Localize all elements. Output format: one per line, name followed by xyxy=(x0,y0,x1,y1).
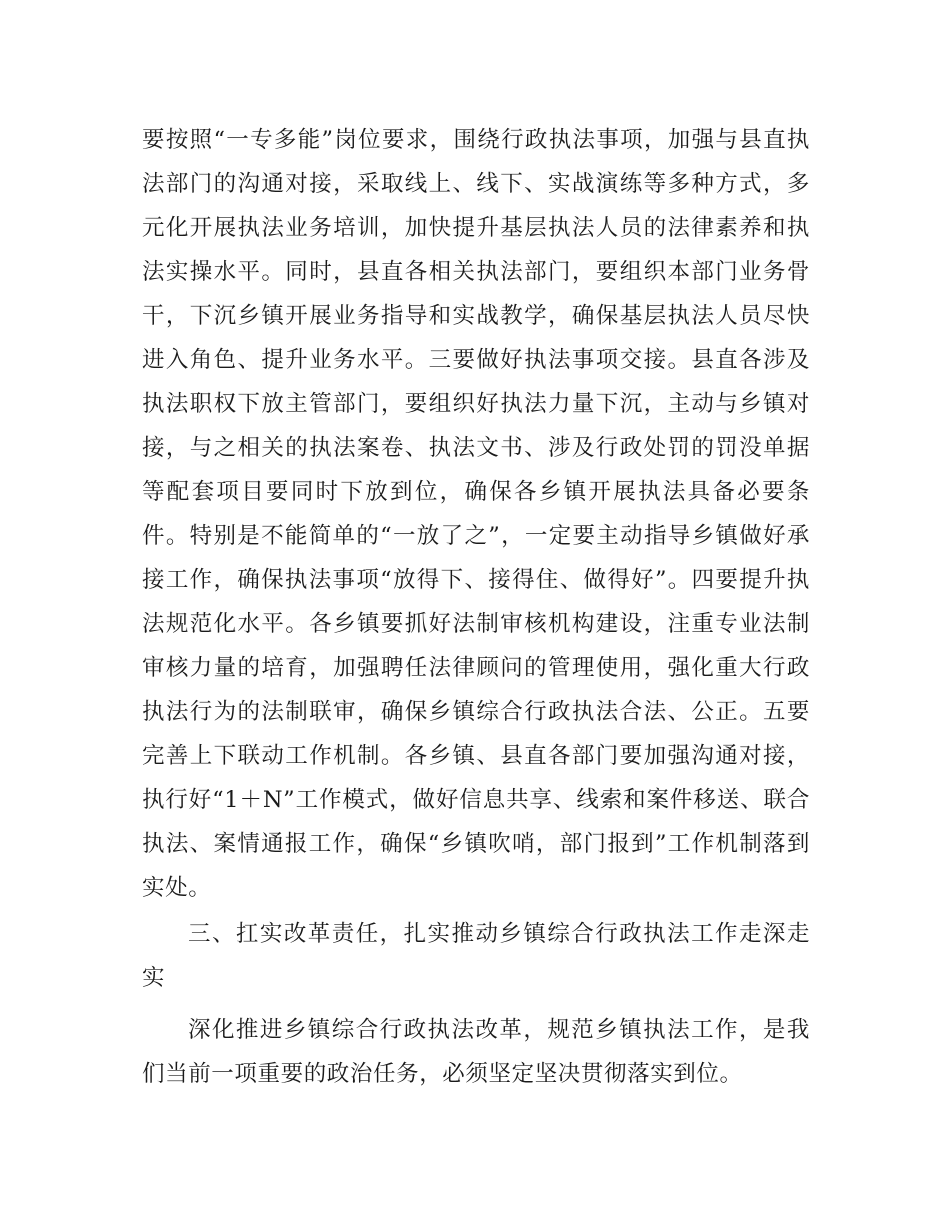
body-paragraph-continued: 要按照“一专多能”岗位要求，围绕行政执法事项，加强与县直执法部门的沟通对接，采取线上、线下、实战演练等多种方式，多元化开展执法业务培训，加快提升基层执法人员的法律素养和执法实操水平。同时，县直各相关执法部门，要组织本部门业务骨干，下沉乡镇开展业务指导和实战教学，确保基层执法人员尽快进入角色、提升业务水平。三要做好执法事项交接。县直各涉及执法职权下放主管部门，要组织好执法力量下沉，主动与乡镇对接，与之相关的执法案卷、执法文书、涉及行政处罚的罚没单据等配套项目要同时下放到位，确保各乡镇开展执法具备必要条件。特别是不能简单的“一放了之”，一定要主动指导乡镇做好承接工作，确保执法事项“放得下、接得住、做得好”。四要提升执法规范化水平。各乡镇要抓好法制审核机构建设，注重专业法制审核力量的培育，加强聘任法律顾问的管理使用，强化重大行政执法行为的法制联审，确保乡镇综合行政执法合法、公正。五要完善上下联动工作机制。各乡镇、县直各部门要加强沟通对接，执行好“1＋N”工作模式，做好信息共享、线索和案件移送、联合执法、案情通报工作，确保“乡镇吹哨，部门报到”工作机制落到实处。 xyxy=(142,127,810,901)
document-body xyxy=(142,118,810,1096)
section-heading: 三、扛实改革责任，扎实推动乡镇综合行政执法工作走深走实 xyxy=(142,921,810,991)
body-paragraph: 深化推进乡镇综合行政执法改革，规范乡镇执法工作，是我们当前一项重要的政治任务，必须坚定坚决贯彻落实到位。 xyxy=(142,1017,810,1087)
